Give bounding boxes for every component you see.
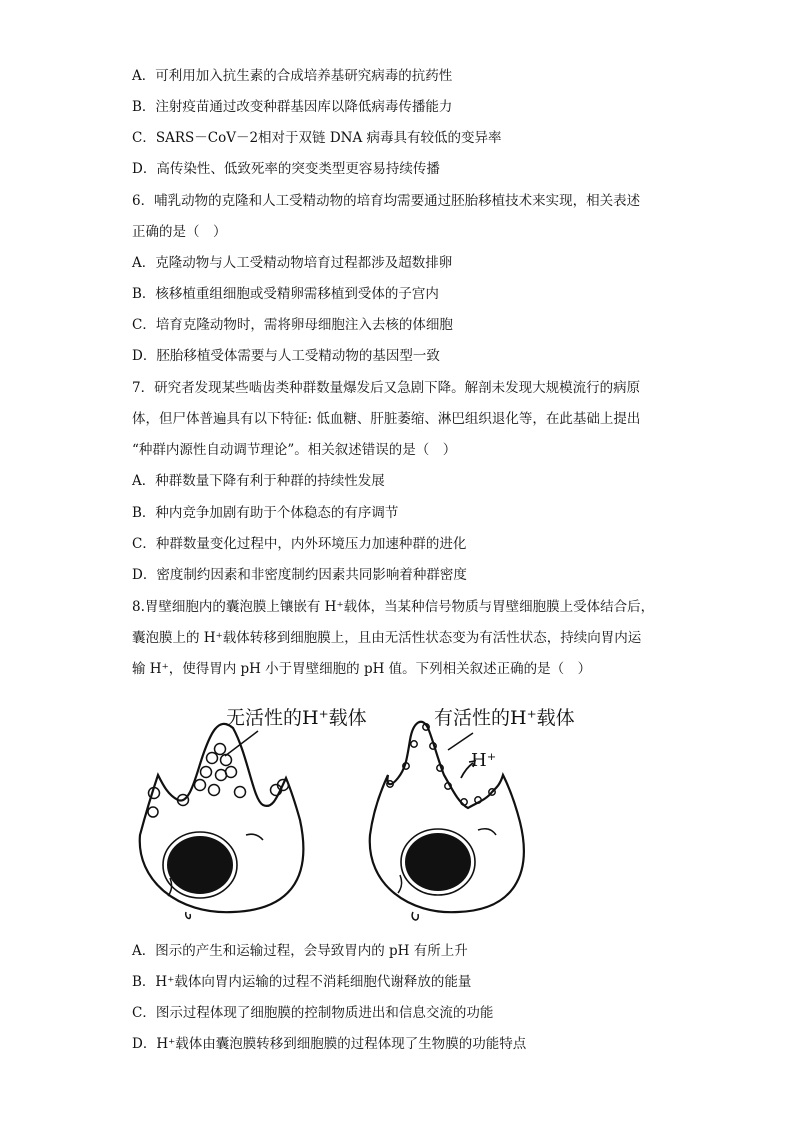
q6-stem-line-2: 正确的是（ ） <box>132 224 227 240</box>
q8-option-a: A．图示的产生和运输过程，会导致胃内的 pH 有所上升 <box>132 943 468 959</box>
q7-stem-line-2: 体，但尸体普遍具有以下特征: 低血糖、肝脏萎缩、淋巴组织退化等，在此基础上提出 <box>132 411 641 427</box>
q6-option-a: A．克隆动物与人工受精动物培育过程都涉及超数排卵 <box>132 255 453 271</box>
right-cell <box>370 722 524 920</box>
q5-option-b: B．注射疫苗通过改变种群基因库以降低病毒传播能力 <box>132 99 453 115</box>
q8-option-b: B．H⁺载体向胃内运输的过程不消耗细胞代谢释放的能量 <box>132 974 472 990</box>
label-active-carrier: 有活性的H⁺载体 <box>434 707 575 729</box>
q8-stem-line-3: 输 H⁺，使得胃内 pH 小于胃壁细胞的 pH 值。下列相关叙述正确的是（ ） <box>132 661 592 677</box>
q7-option-b: B．种内竞争加剧有助于个体稳态的有序调节 <box>132 505 399 521</box>
q6-stem-line-1: 6．哺乳动物的克隆和人工受精动物的培育均需要通过胚胎移植技术来实现，相关表述 <box>132 193 641 209</box>
q8-stem-line-2: 囊泡膜上的 H⁺载体转移到细胞膜上，且由无活性状态变为有活性状态，持续向胃内运 <box>132 630 642 646</box>
parietal-cell-figure <box>128 700 608 925</box>
q5-option-d: D．高传染性、低致死率的突变类型更容易持续传播 <box>132 161 440 177</box>
q8-option-d: D．H⁺载体由囊泡膜转移到细胞膜的过程体现了生物膜的功能特点 <box>132 1036 527 1052</box>
q5-option-c: C．SARS－CoV－2相对于双链 DNA 病毒具有较低的变异率 <box>132 130 502 146</box>
label-inactive-carrier: 无活性的H⁺载体 <box>226 707 367 729</box>
q7-stem-line-1: 7．研究者发现某些啮齿类种群数量爆发后又急剧下降。解剖未发现大规模流行的病原 <box>132 380 641 396</box>
q6-option-b: B．核移植重组细胞或受精卵需移植到受体的子宫内 <box>132 286 439 302</box>
q7-option-a: A．种群数量下降有利于种群的持续性发展 <box>132 473 385 489</box>
label-h-ion: H⁺ <box>471 750 497 771</box>
left-cell <box>140 724 304 919</box>
q7-option-d: D．密度制约因素和非密度制约因素共同影响着种群密度 <box>132 567 467 583</box>
nucleus-right <box>405 833 471 891</box>
q7-option-c: C．种群数量变化过程中，内外环境压力加速种群的进化 <box>132 536 467 552</box>
q8-stem-line-1: 8.胃壁细胞内的囊泡膜上镶嵌有 H⁺载体，当某种信号物质与胃壁细胞膜上受体结合后， <box>132 599 655 615</box>
nucleus-left <box>167 836 233 894</box>
q7-stem-line-3: “种群内源性自动调节理论”。相关叙述错误的是（ ） <box>132 442 457 458</box>
q8-option-c: C．图示过程体现了细胞膜的控制物质进出和信息交流的功能 <box>132 1005 494 1021</box>
q6-option-c: C．培育克隆动物时，需将卵母细胞注入去核的体细胞 <box>132 317 453 333</box>
q5-option-a: A．可利用加入抗生素的合成培养基研究病毒的抗药性 <box>132 68 453 84</box>
q6-option-d: D．胚胎移植受体需要与人工受精动物的基因型一致 <box>132 348 440 364</box>
